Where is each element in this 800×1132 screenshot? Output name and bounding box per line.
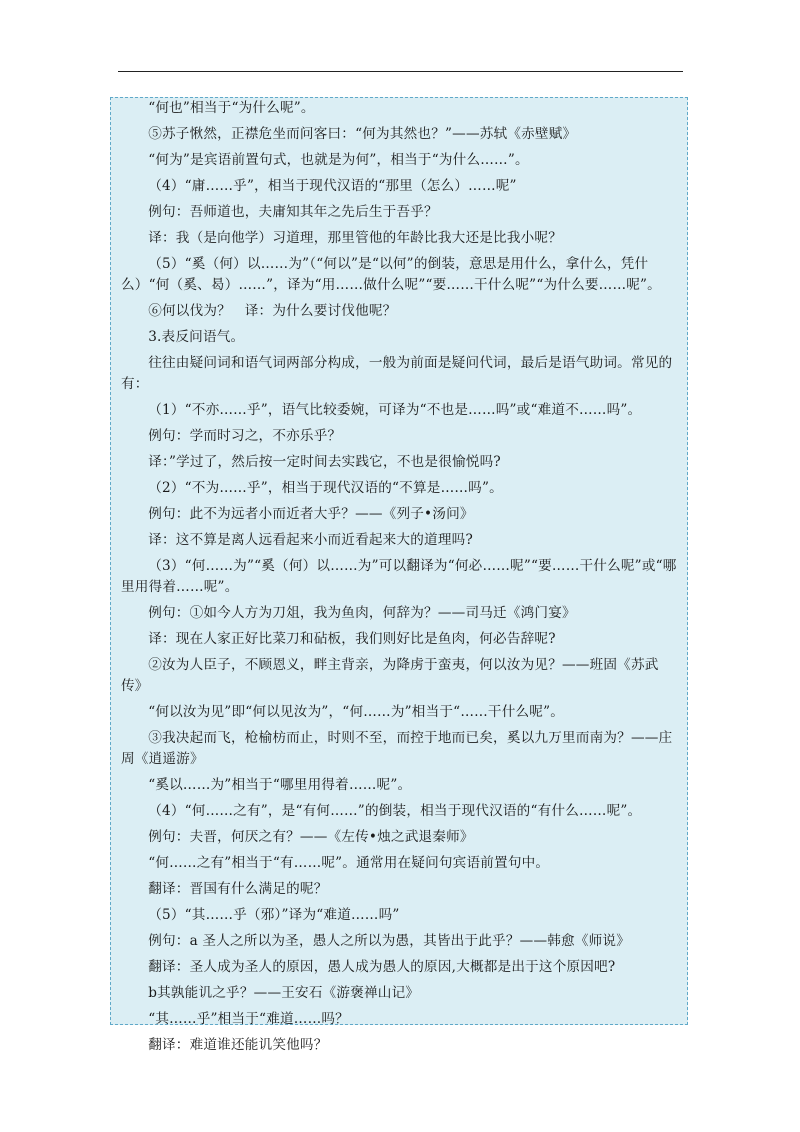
paragraph: “其……乎”相当于“难道……吗？ [148,1011,349,1027]
paragraph: （5）“其……乎（邪）”译为“难道……吗” [148,907,400,923]
paragraph: （3）“何……为”“奚（何）以……为”可以翻译为“何必……呢”“要……干什么呢”或“哪里用得着……呢”。 [121,558,677,595]
paragraph: 例句：①如今人方为刀俎，我为鱼肉，何辞为？——司马迁《鸿门宴》 [148,605,576,621]
paragraph: （2）“不为……乎”，相当于现代汉语的“不算是……吗”。 [148,480,503,496]
content-box [110,97,688,1053]
paragraph: ⑥何以伐为？ 译：为什么要讨伐他呢？ [148,303,397,319]
paragraph: b其孰能讥之乎？——王安石《游褒禅山记》 [148,985,420,1001]
paragraph: （4）“庸……乎”，相当于现代汉语的“那里（怎么）……呢” [148,178,517,194]
paragraph: ⑤苏子愀然，正襟危坐而问客曰：“何为其然也？”——苏轼《赤壁赋》 [148,126,577,142]
paragraph: “何……之有”相当于“有……呢”。通常用在疑问句宾语前置句中。 [148,855,550,871]
paragraph: 译：这不算是离人远看起来小而近看起来大的道理吗? [148,532,473,548]
paragraph: （1）“不亦……乎”，语气比较委婉，可译为“不也是……吗”或“难道不……吗”。 [148,402,642,418]
paragraph: 往往由疑问词和语气词两部分构成，一般为前面是疑问代词，最后是语气助词。常见的有： [121,355,673,392]
paragraph: 例句：学而时习之，不亦乐乎？ [148,428,342,444]
paragraph: 例句：此不为远者小而近者大乎？——《列子•汤问》 [148,506,474,522]
paragraph: 例句：夫晋，何厌之有？——《左传•烛之武退秦师》 [148,829,474,845]
paragraph: “何为”是宾语前置句式，也就是为何”，相当于“为什么……”。 [148,152,529,168]
paragraph: （5）“奚（何）以……为”（“何以”是“以何”的倒装，意思是用什么，拿什么，凭什么）“何（奚、曷）……”，译为“用……做什么呢”“要……干什么呢”“为什么要……呢”。 [121,256,661,293]
paragraph: （4）“何……之有”，是“有何……”的倒装，相当于现代汉语的“有什么……呢”。 [148,803,642,819]
paragraph: 翻译：圣人成为圣人的原因，愚人成为愚人的原因,大概都是出于这个原因吧? [148,959,616,975]
paragraph: 翻译：晋国有什么满足的呢？ [148,881,328,897]
paragraph: 翻译：难道谁还能讥笑他吗？ [148,1037,328,1053]
paragraph: 例句：吾师道也，夫庸知其年之先后生于吾乎？ [148,204,438,220]
paragraph: “何以汝为见”即“何以见汝为”，“何……为”相当于“……干什么呢”。 [148,704,565,720]
paragraph: “何也”相当于“为什么呢”。 [148,100,315,116]
paragraph: “奚以……为”相当于“哪里用得着……呢”。 [148,777,412,793]
header-rule [118,71,683,72]
paragraph: 例句：a 圣人之所以为圣，愚人之所以为愚，其皆出于此乎？——韩愈《师说》 [148,933,630,949]
paragraph: 译：现在人家正好比菜刀和砧板，我们则好比是鱼肉，何必告辞呢? [148,631,556,647]
paragraph: ②汝为人臣子，不顾恩义，畔主背亲，为降虏于蛮夷，何以汝为见？——班固《苏武传》 [121,657,659,694]
paragraph: ③我决起而飞，枪榆枋而止，时则不至，而控于地而已矣，奚以九万里而南为？——庄周《逍遥游》 [121,730,673,767]
paragraph: 3.表反问语气。 [148,329,245,345]
paragraph: 译：”学过了，然后按一定时间去实践它，不也是很愉悦吗? [148,454,501,470]
paragraph: 译：我（是向他学）习道理，那里管他的年龄比我大还是比我小呢？ [148,230,562,246]
